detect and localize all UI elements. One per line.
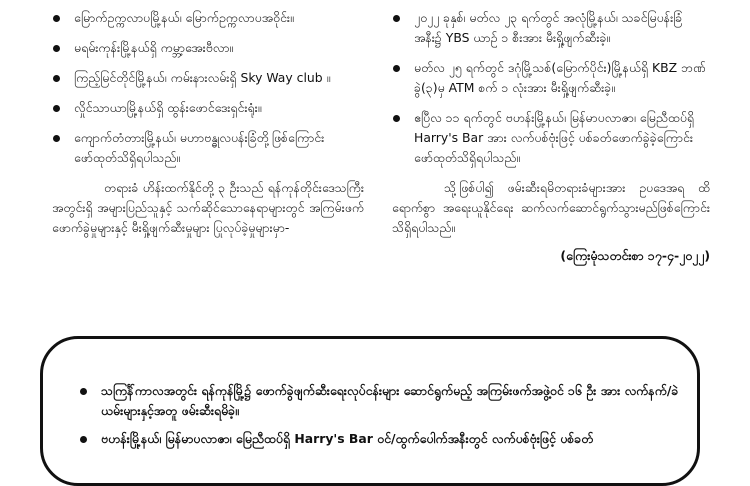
right-bullet-list [392,8,710,168]
right-column [392,8,710,266]
summary-bullet-list [79,381,679,457]
list-item: မြောက်ဥက္ကလာပမြို့နယ်၊ မြောက်ဥက္ကလာပအဝိုင်း။ [52,8,364,28]
body-paragraph: သို့ဖြစ်ပါ၍ ဖမ်းဆီးရမိတရားခံများအား ဥပဒေအရ ထိရောက်စွာ အရေးယူနိုင်ရေး ဆက်လက်ဆောင်ရွက်သွားမည်ဖြစ်ကြောင်း သိရှိရပါသည်။ [392,180,710,235]
list-item: သကြင်္န်ကာလအတွင်း ရန်ကုန်မြို့၌ ဖောက်ခွဲဖျက်ဆီးရေးလုပ်ငန်းများ ဆောင်ရွက်မည့် အကြမ်းဖက်အဖွဲ့ဝင် ၁၆ ဦး အား လက်နက်/ခဲယမ်းများနှင့်အတူ ဖမ်းဆီးရမိခဲ့။ [79,381,679,421]
list-item: ကြည့်မြင်တိုင်မြို့နယ်၊ ကမ်းနားလမ်းရှိ Sky Way club ။ [52,68,364,88]
list-item: မရမ်းကုန်းမြို့နယ်ရှိ ကမ္ဘာ့အေးဗီလာ။ [52,38,364,58]
list-item: မတ်လ ၂၅ ရက်တွင် ဒဂုံမြို့သစ်(မြောက်ပိုင်း)မြို့နယ်ရှိ KBZ ဘဏ်ခွဲ(၃)မှ ATM စက် ၁ လုံးအား မီးရှို့ဖျက်ဆီးခဲ့။ [392,58,710,98]
left-column [52,8,364,238]
list-item: လှိုင်သာယာမြို့နယ်ရှိ ထွန်းဖောင်ဒေးရှင်းရုံး။ [52,98,364,118]
list-item: ၂၀၂၂ ခုနှစ်၊ မတ်လ ၂၃ ရက်တွင် အလုံမြို့နယ်၊ သခင်မြပန်းခြံအနီး၌ YBS ယာဉ် ၁ စီးအား မီးရှို့ဖျက်ဆီးခဲ့။ [392,8,710,48]
summary-box [40,336,700,486]
list-item: ကျောက်တံတားမြို့နယ်၊ မဟာဗန္ဓုလပန်းခြံတို့ဖြစ်ကြောင်း ဖော်ထုတ်သိရှိရပါသည်။ [52,128,364,168]
list-item: ဗဟန်းမြို့နယ်၊ မြန်မာပလာဇာ၊ မြေညီထပ်ရှိ Harry's Bar ဝင်/ထွက်ပေါက်အနီးတွင် လက်ပစ်ဗုံးဖြင့် ပစ်ခတ် [79,429,679,449]
list-item: ဧပြီလ ၁၁ ရက်တွင် ဗဟန်းမြို့နယ်၊ မြန်မာပလာဇာ၊ မြေညီထပ်ရှိ Harry's Bar အား လက်ပစ်ဗုံးဖြင့် ပစ်ခတ်ဖောက်ခွဲခဲ့ကြောင်း ဖော်ထုတ်သိရှိရပါသည်။ [392,108,710,168]
body-paragraph: တရားခံ ဟိန်းထက်နိုင်တို့ ၃ ဦးသည် ရန်ကုန်တိုင်းဒေသကြီးအတွင်းရှိ အများပြည်သူနှင့် သက်ဆိုင်သောနေရာများတွင် အကြမ်းဖက်ဖောက်ခွဲမှုများနှင့် မီးရှို့ဖျက်ဆီးမှုများ ပြုလုပ်ခဲ့မှုများမှာ- [52,180,364,235]
source-citation: (ကြေးမုံသတင်းစာ ၁၇-၄-၂၀၂၂) [560,248,710,263]
left-bullet-list [52,8,364,168]
